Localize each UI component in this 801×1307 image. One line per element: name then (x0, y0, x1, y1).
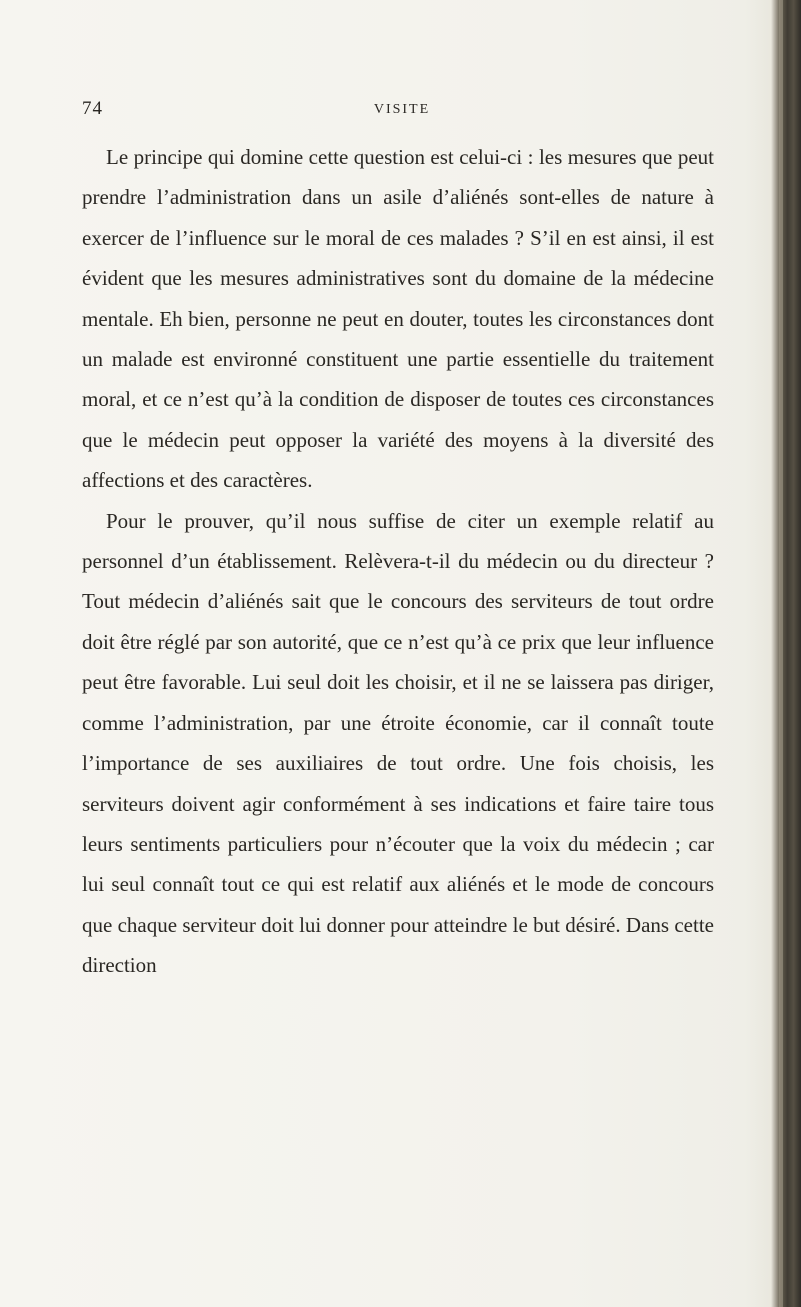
page-number: 74 (82, 98, 103, 119)
running-head: VISITE (373, 102, 431, 117)
paragraph-2: Pour le prouver, qu’il nous suffise de citer un exemple relatif au personnel d’un établissement. Relèvera-t-il du médecin ou du directeur ? Tout médecin d’aliénés sait que le concours des serviteurs de tout ordre doit être réglé par son autorité, que ce n’est qu’à ce prix que leur influence peut être favorable. Lui seul doit les choisir, et il ne se laissera pas diriger, comme l’administration, par une étroite économie, car il connaît toute l’importance de ses auxiliaires de tout ordre. Une fois choisis, les serviteurs doivent agir conformément à ses indications et faire taire tous leurs sentiments particuliers pour n’écouter que la voix du médecin ; car lui seul connaît tout ce qui est relatif aux aliénés et le mode de concours que chaque serviteur doit lui donner pour atteindre le but désiré. Dans cette direction (82, 508, 714, 978)
body-text (82, 137, 714, 986)
paragraph-1: Le principe qui domine cette question est celui-ci : les mesures que peut prendre l’administration dans un asile d’aliénés sont-elles de nature à exercer de l’influence sur le moral de ces malades ? S’il en est ainsi, il est évident que les mesures administratives sont du domaine de la médecine mentale. Eh bien, personne ne peut en douter, toutes les circonstances dont un malade est environné constituent une partie essentielle du traitement moral, et ce n’est qu’à la condition de disposer de toutes ces circonstances que le médecin peut opposer la variété des moyens à la diversité des affections et des caractères. (82, 145, 714, 493)
page-header (82, 98, 722, 134)
page-edge-shadow (771, 0, 801, 1307)
